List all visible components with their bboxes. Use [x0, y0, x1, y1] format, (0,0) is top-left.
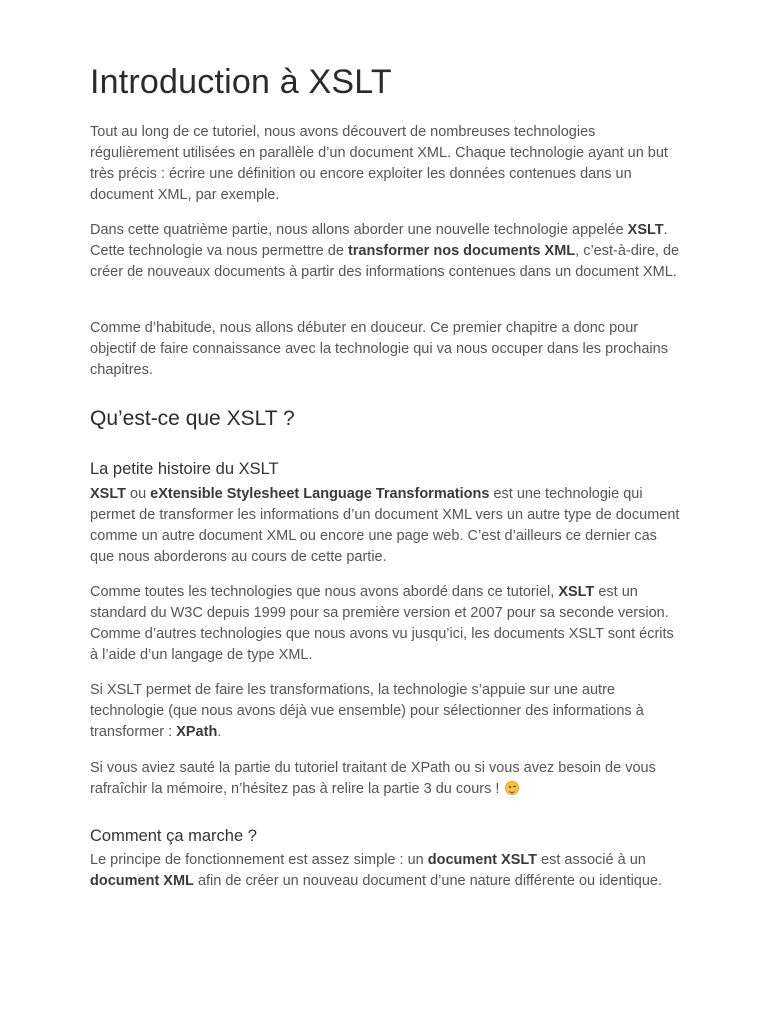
- intro-paragraph-2: [90, 220, 680, 283]
- paragraph-text: [90, 582, 680, 666]
- subsection-title: Comment ça marche ?: [90, 827, 257, 845]
- text-span: , c’est-à-dire, de créer de nouveaux documents à partir des informations contenues dans un document XML.: [90, 243, 680, 280]
- subsection-heading-how: [90, 825, 680, 847]
- history-paragraph-1: [90, 484, 680, 568]
- paragraph-text: Comme d’habitude, nous allons débuter en douceur. Ce premier chapitre a donc pour objectif de faire connaissance avec la technologie qui va nous occuper dans les prochains chapitres.: [90, 320, 668, 378]
- bold-term-document-xslt: document XSLT: [427, 852, 538, 868]
- history-paragraph-3: [90, 680, 680, 743]
- text-span: Comme toutes les technologies que nous avons abordé dans ce tutoriel,: [90, 584, 559, 600]
- text-span: est une technologie qui permet de transformer les informations d’un document XML vers un autre type de document comme un autre document XML ou encore une page web. C’est d’ailleurs ce dernier cas que nous aborderons au cours de cette partie.: [90, 486, 680, 565]
- bold-term-xslt: XSLT: [627, 222, 664, 238]
- bold-term-xslt: XSLT: [90, 486, 126, 502]
- text-span: ou: [125, 486, 151, 502]
- intro-paragraph-3: [90, 318, 680, 381]
- paragraph-text: Tout au long de ce tutoriel, nous avons découvert de nombreuses technologies régulièrement utilisées en parallèle d’un document XML. Chaque technologie ayant un but très précis : écrire une définition ou encore exploiter les données contenues dans un document XML, par exemple.: [90, 124, 668, 203]
- text-span: . Cette technologie va nous permettre de: [90, 222, 668, 259]
- section-title: Qu’est-ce que XSLT ?: [90, 407, 295, 430]
- history-paragraph-2: [90, 582, 680, 666]
- history-paragraph-4: [90, 758, 680, 800]
- intro-paragraph-1: [90, 122, 680, 206]
- text-span: est un standard du W3C depuis 1999 pour sa première version et 2007 pour sa seconde version. Comme d’autres technologies que nous avons vu jusqu’ici, les documents XSLT sont écrits à l’aide d’un langage de type XML.: [90, 584, 674, 663]
- bold-term-xslt: XSLT: [558, 584, 595, 600]
- how-paragraph-1: [90, 850, 680, 892]
- section-heading: [90, 405, 680, 433]
- paragraph-text: [90, 758, 680, 800]
- bold-term-xpath: XPath: [176, 724, 218, 740]
- bold-term-extensible: eXtensible Stylesheet Language Transformations: [150, 486, 490, 502]
- text-span: est associé à un: [537, 852, 646, 868]
- subsection-heading-history: [90, 458, 680, 480]
- subsection-title: La petite histoire du XSLT: [90, 460, 279, 478]
- winking-face-emoji-icon: [505, 781, 519, 795]
- text-span: Si XSLT permet de faire les transformations, la technologie s’appuie sur une autre technologie (que nous avons déjà vue ensemble) pour sélectionner des informations à transformer :: [90, 682, 644, 740]
- paragraph-text: [90, 680, 680, 743]
- text-span: afin de créer un nouveau document d’une nature différente ou identique.: [193, 873, 663, 889]
- text-span: Dans cette quatrième partie, nous allons aborder une nouvelle technologie appelée: [90, 222, 628, 238]
- bold-term-transformer: transformer nos documents XML: [347, 243, 576, 259]
- bold-term-document-xml: document XML: [90, 873, 194, 889]
- page-title: Introduction à XSLT: [90, 63, 392, 101]
- paragraph-text: [90, 484, 680, 568]
- text-span: Si vous aviez sauté la partie du tutoriel traitant de XPath ou si vous avez besoin de vous rafraîchir la mémoire, n’hésitez pas à relire la partie 3 du cours !: [90, 760, 656, 797]
- paragraph-text: [90, 850, 680, 892]
- text-span: .: [217, 724, 222, 740]
- paragraph-text: [90, 220, 680, 283]
- text-span: Le principe de fonctionnement est assez simple : un: [90, 852, 428, 868]
